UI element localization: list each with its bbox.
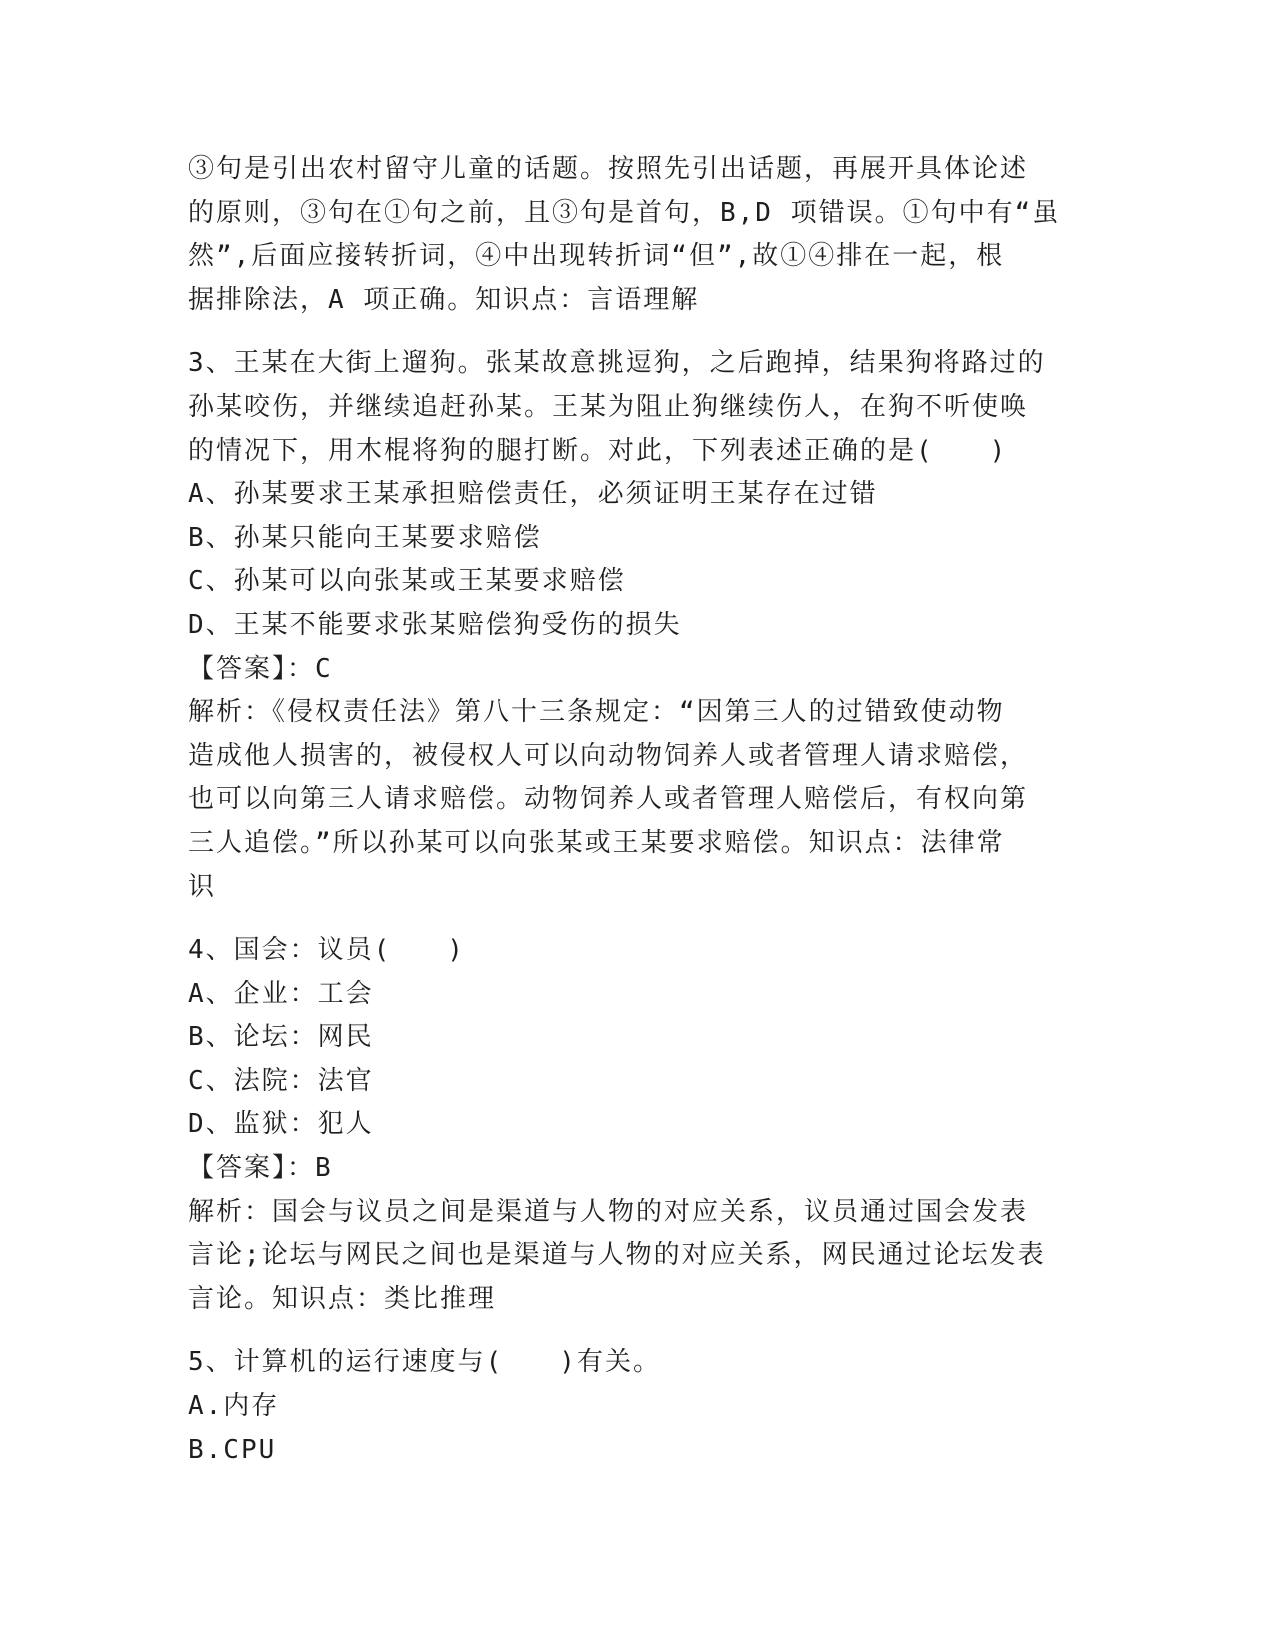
answer-line: 【答案】：C	[188, 653, 333, 684]
analysis-line: ③句是引出农村留守儿童的话题。按照先引出话题，再展开具体论述	[188, 154, 1029, 184]
option-c: C、孙某可以向张某或王某要求赔偿	[188, 566, 626, 597]
analysis-line: 识	[188, 871, 217, 902]
question-4	[188, 929, 1088, 1321]
option-a: A.内存	[188, 1391, 280, 1422]
option-d: D、王某不能要求张某赔偿狗受伤的损失	[188, 609, 682, 640]
analysis-line: 也可以向第三人请求赔偿。动物饲养人或者管理人赔偿后，有权向第	[188, 784, 1029, 815]
option-d: D、监狱：犯人	[188, 1109, 374, 1140]
section-gap	[188, 1321, 1088, 1341]
analysis-line: 言论;论坛与网民之间也是渠道与人物的对应关系，网民通过论坛发表	[188, 1240, 1046, 1271]
option-c: C、法院：法官	[188, 1065, 374, 1096]
question-stem-line: 5、计算机的运行速度与( )有关。	[188, 1347, 661, 1378]
question-3	[188, 342, 1088, 909]
option-b: B、孙某只能向王某要求赔偿	[188, 522, 542, 553]
question-stem-line: 孙某咬伤，并继续追赶孙某。王某为阻止狗继续伤人，在狗不听使唤	[188, 391, 1029, 422]
section-gap	[188, 909, 1088, 929]
section-gap	[188, 322, 1088, 342]
option-a: A、孙某要求王某承担赔偿责任，必须证明王某存在过错	[188, 479, 878, 510]
question-stem-line: 的情况下，用木棍将狗的腿打断。对此，下列表述正确的是( )	[188, 435, 1008, 466]
analysis-line: 解析：国会与议员之间是渠道与人物的对应关系，议员通过国会发表	[188, 1196, 1029, 1227]
option-b: B、论坛：网民	[188, 1022, 374, 1053]
question-stem-line: 4、国会：议员( )	[188, 935, 465, 966]
question-5	[188, 1341, 1088, 1472]
analysis-line: 造成他人损害的，被侵权人可以向动物饲养人或者管理人请求赔偿，	[188, 740, 1029, 771]
analysis-line: 解析：《侵权责任法》第八十三条规定：“因第三人的过错致使动物	[188, 697, 1005, 728]
document-body	[188, 148, 1088, 1472]
answer-line: 【答案】：B	[188, 1153, 333, 1184]
option-a: A、企业：工会	[188, 978, 374, 1009]
analysis-line: 言论。知识点：类比推理	[188, 1283, 497, 1314]
option-b: B.CPU	[188, 1434, 277, 1465]
analysis-line: 三人追偿。”所以孙某可以向张某或王某要求赔偿。知识点：法律常	[188, 827, 1005, 858]
analysis-line: 然”,后面应接转折词，④中出现转折词“但”,故①④排在一起，根	[188, 241, 1005, 272]
analysis-line: 的原则，③句在①句之前，且③句是首句，B,D 项错误。①句中有“虽	[188, 197, 1061, 228]
analysis-line: 据排除法，A 项正确。知识点：言语理解	[188, 284, 700, 315]
question-2-analysis-tail	[188, 148, 1088, 322]
question-stem-line: 3、王某在大街上遛狗。张某故意挑逗狗，之后跑掉，结果狗将路过的	[188, 348, 1046, 379]
